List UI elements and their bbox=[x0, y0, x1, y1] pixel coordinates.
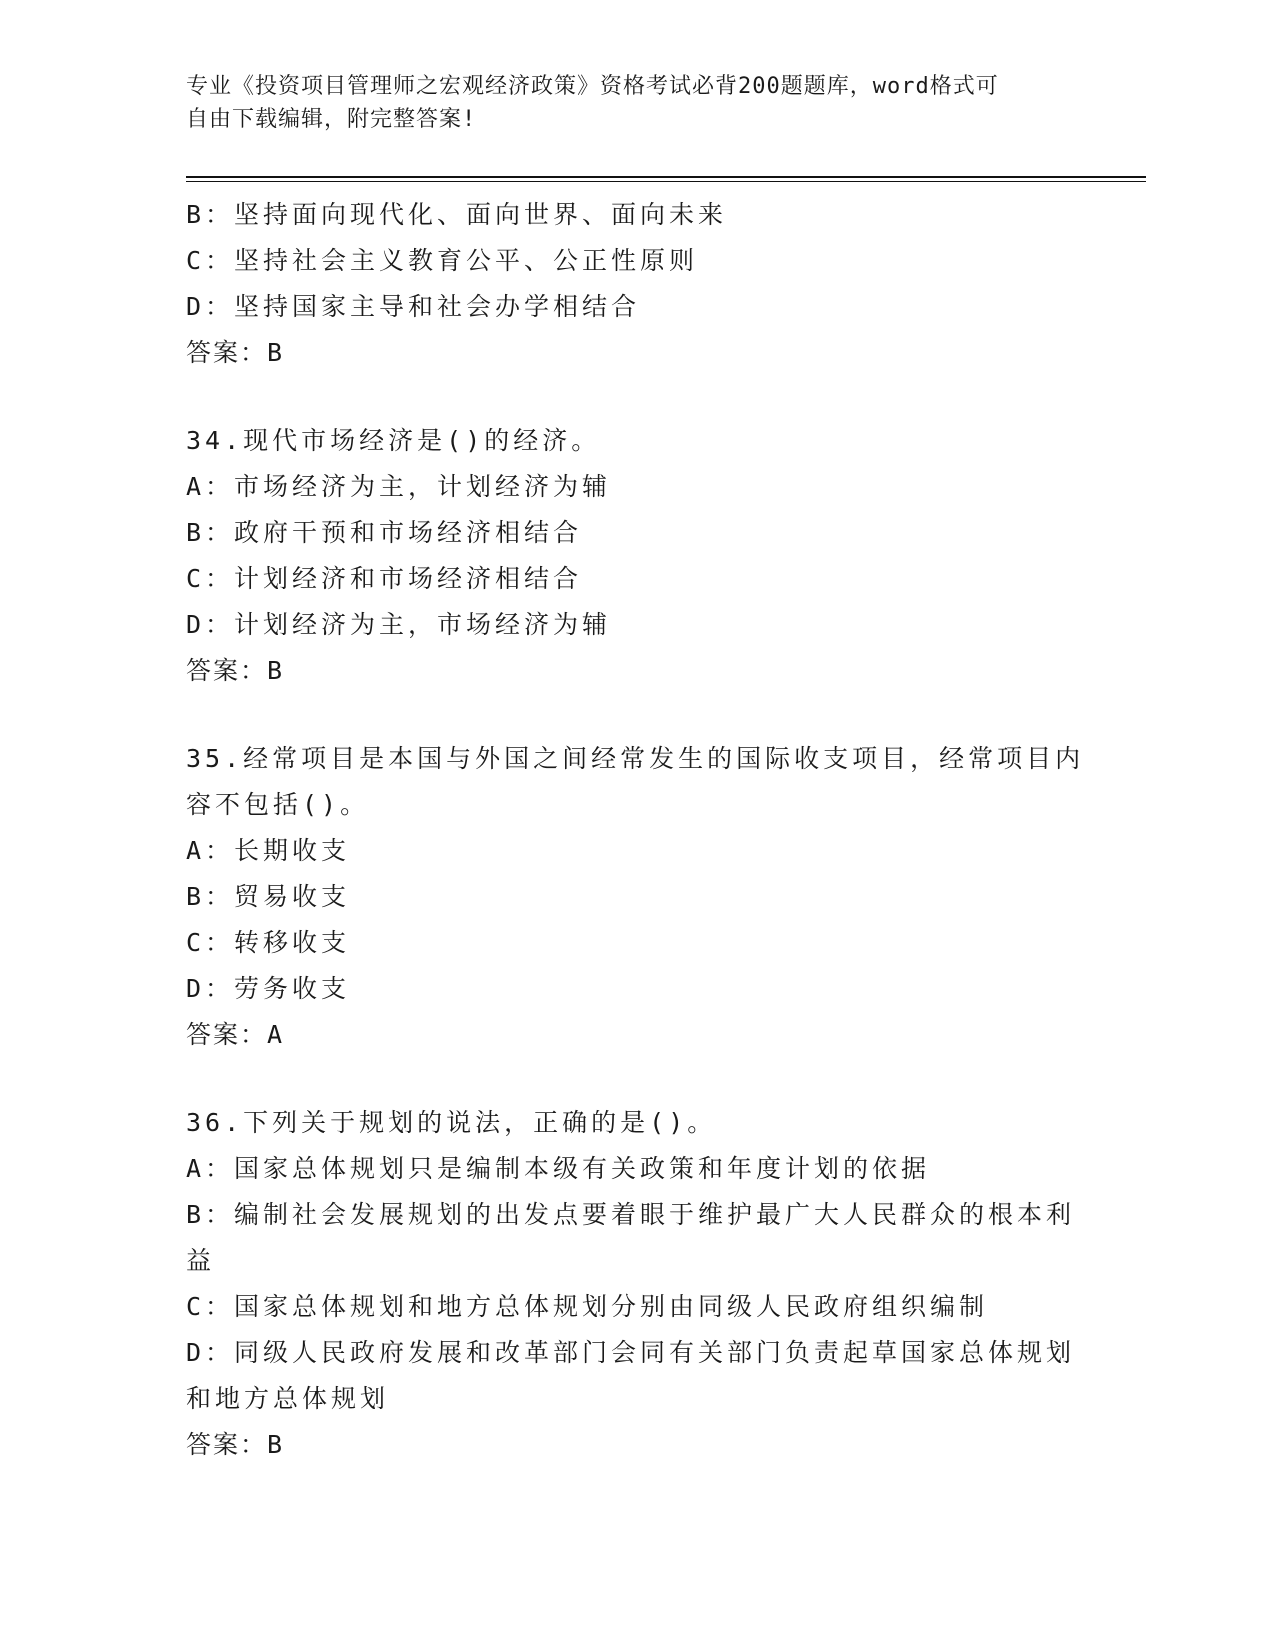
option-c: C：计划经济和市场经济相结合 bbox=[186, 564, 583, 593]
question-35 bbox=[186, 736, 1146, 1058]
header-line-2: 自由下载编辑，附完整答案! bbox=[186, 107, 477, 132]
option-b: B：坚持面向现代化、面向世界、面向未来 bbox=[186, 200, 728, 229]
option-c: C：坚持社会主义教育公平、公正性原则 bbox=[186, 246, 699, 275]
header-line-1: 专业《投资项目管理师之宏观经济政策》资格考试必背200题题库，word格式可 bbox=[186, 74, 999, 99]
question-stem-line-2: 容不包括()。 bbox=[186, 790, 370, 819]
option-a: A：国家总体规划只是编制本级有关政策和年度计划的依据 bbox=[186, 1154, 931, 1183]
spacer bbox=[186, 1058, 1146, 1100]
answer-line: 答案：B bbox=[186, 1430, 285, 1459]
option-b: B：贸易收支 bbox=[186, 882, 351, 911]
option-d: D：劳务收支 bbox=[186, 974, 351, 1003]
option-d-line-2: 和地方总体规划 bbox=[186, 1384, 390, 1413]
header-divider bbox=[186, 176, 1146, 182]
question-34 bbox=[186, 418, 1146, 694]
spacer bbox=[186, 376, 1146, 418]
option-a: A：长期收支 bbox=[186, 836, 351, 865]
option-c: C：转移收支 bbox=[186, 928, 351, 957]
document-body bbox=[186, 192, 1146, 1468]
question-stem-line-1: 35.经常项目是本国与外国之间经常发生的国际收支项目，经常项目内 bbox=[186, 744, 1085, 773]
question-stem: 36.下列关于规划的说法，正确的是()。 bbox=[186, 1108, 717, 1137]
document-page bbox=[186, 70, 1146, 1468]
answer-line: 答案：B bbox=[186, 656, 285, 685]
option-c: C：国家总体规划和地方总体规划分别由同级人民政府组织编制 bbox=[186, 1292, 989, 1321]
option-d-line-1: D：同级人民政府发展和改革部门会同有关部门负责起草国家总体规划 bbox=[186, 1338, 1076, 1367]
question-stem: 34.现代市场经济是()的经济。 bbox=[186, 426, 601, 455]
answer-line: 答案：B bbox=[186, 338, 285, 367]
document-header bbox=[186, 70, 1146, 136]
option-b: B：政府干预和市场经济相结合 bbox=[186, 518, 583, 547]
question-36 bbox=[186, 1100, 1146, 1468]
option-a: A：市场经济为主，计划经济为辅 bbox=[186, 472, 612, 501]
option-b-line-2: 益 bbox=[186, 1246, 216, 1275]
option-d: D：坚持国家主导和社会办学相结合 bbox=[186, 292, 641, 321]
answer-line: 答案：A bbox=[186, 1020, 285, 1049]
question-33-tail bbox=[186, 192, 1146, 376]
option-b-line-1: B：编制社会发展规划的出发点要着眼于维护最广大人民群众的根本利 bbox=[186, 1200, 1076, 1229]
spacer bbox=[186, 694, 1146, 736]
option-d: D：计划经济为主，市场经济为辅 bbox=[186, 610, 612, 639]
